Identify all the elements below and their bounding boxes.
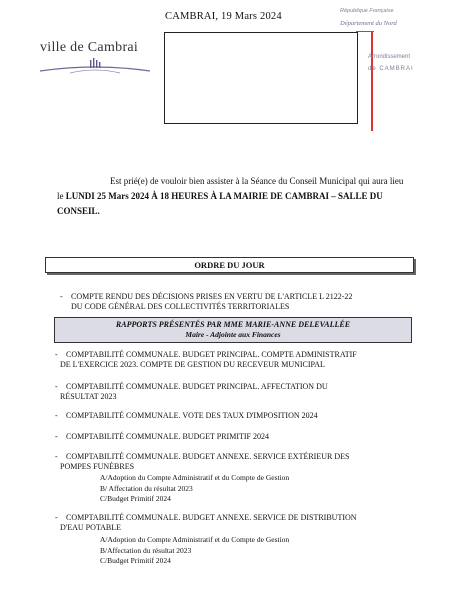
agenda-item — [66, 432, 416, 442]
agenda-item-bullet: - — [60, 292, 63, 301]
agenda-item — [60, 382, 416, 402]
agenda-item-bullet: - — [55, 452, 58, 461]
address-box — [164, 32, 358, 124]
meeting-datetime: LUNDI 25 Mars 2024 À 18 HEURES À LA MAIRIE DE CAMBRAI – SALLE DU — [65, 191, 383, 201]
rapports-subtitle: Maire - Adjointe aux Finances — [185, 330, 281, 339]
agenda-item-line: COMPTABILITÉ COMMUNALE. BUDGET PRINCIPAL. COMPTE ADMINISTRATIF — [66, 350, 357, 359]
meeting-room: CONSEIL. — [57, 206, 100, 216]
agenda-item-line: RÉSULTAT 2023 — [60, 392, 117, 401]
agenda-item — [60, 513, 416, 533]
agenda-subitem: A/Adoption du Compte Administratif et du Compte de Gestion — [100, 535, 290, 544]
invitation-prefix: le — [57, 191, 66, 201]
logo-skyline-icon — [40, 57, 150, 75]
agenda-subitem: A/Adoption du Compte Administratif et du Compte de Gestion — [100, 473, 290, 482]
rapports-title: RAPPORTS PRÉSENTÉS PAR MME MARIE-ANNE DELEVALLÉE — [115, 320, 351, 329]
agenda-item-bullet: - — [55, 382, 58, 391]
departement-du-nord: Département du Nord — [340, 20, 397, 27]
city-logo — [40, 40, 150, 75]
invitation-line-3 — [57, 204, 410, 219]
agenda-item-bullet: - — [55, 432, 58, 441]
agenda-item — [66, 411, 416, 421]
agenda-item — [60, 350, 416, 370]
agenda-item-compte-rendu — [71, 292, 416, 312]
logo-text: ville de Cambrai — [40, 40, 139, 55]
arrondissement-label: Arrondissement — [368, 54, 411, 60]
agenda-item-line: COMPTABILITÉ COMMUNALE. BUDGET ANNEXE. SERVICE EXTÉRIEUR DES — [66, 452, 350, 461]
agenda-item-line: D'EAU POTABLE — [60, 523, 122, 532]
agenda-subitem: C/Budget Primitif 2024 — [100, 556, 171, 565]
agenda-subitem: B/ Affectation du résultat 2023 — [100, 483, 193, 493]
de-cambrai-label: de CAMBRAI — [368, 66, 414, 72]
agenda-item-bullet: - — [55, 513, 58, 522]
invitation-text — [57, 174, 410, 219]
agenda-subitems — [100, 473, 400, 505]
agenda-item-line: COMPTABILITÉ COMMUNALE. VOTE DES TAUX D'IMPOSITION 2024 — [66, 411, 318, 420]
agenda-item-bullet: - — [55, 411, 58, 420]
letter-date: CAMBRAI, 19 Mars 2024 — [165, 11, 282, 22]
agenda-subitems — [100, 535, 400, 567]
agenda-subitem: B/Affectation du résultat 2023 — [100, 545, 192, 555]
ordre-du-jour-heading: ORDRE DU JOUR — [45, 257, 414, 273]
agenda-item — [60, 452, 416, 472]
red-rule-vertical — [371, 31, 373, 131]
agenda-item-line: DU CODE GÉNÉRAL DES COLLECTIVITÉS TERRITORIALES — [71, 302, 290, 311]
agenda-item-line: POMPES FUNÈBRES — [60, 462, 135, 471]
agenda-item-bullet: - — [55, 350, 58, 359]
agenda-item-line: DE L'EXERCICE 2023. COMPTE DE GESTION DU RECEVEUR MUNICIPAL — [60, 360, 325, 369]
agenda-item-line: COMPTE RENDU DES DÉCISIONS PRISES EN VERTU DE L'ARTICLE L 2122-22 — [71, 292, 353, 301]
invitation-line-2 — [57, 189, 410, 204]
republique-francaise: République Française — [340, 8, 394, 14]
rapports-band — [54, 317, 412, 343]
invitation-line-1: Est prié(e) de vouloir bien assister à la Séance du Conseil Municipal qui aura lieu — [110, 176, 404, 186]
agenda-item-line: COMPTABILITÉ COMMUNALE. BUDGET PRINCIPAL. AFFECTATION DU — [66, 382, 328, 391]
agenda-item-line: COMPTABILITÉ COMMUNALE. BUDGET ANNEXE. SERVICE DE DISTRIBUTION — [66, 513, 357, 522]
agenda-item-line: COMPTABILITÉ COMMUNALE. BUDGET PRIMITIF 2024 — [66, 432, 269, 441]
agenda-subitem: C/Budget Primitif 2024 — [100, 494, 171, 503]
